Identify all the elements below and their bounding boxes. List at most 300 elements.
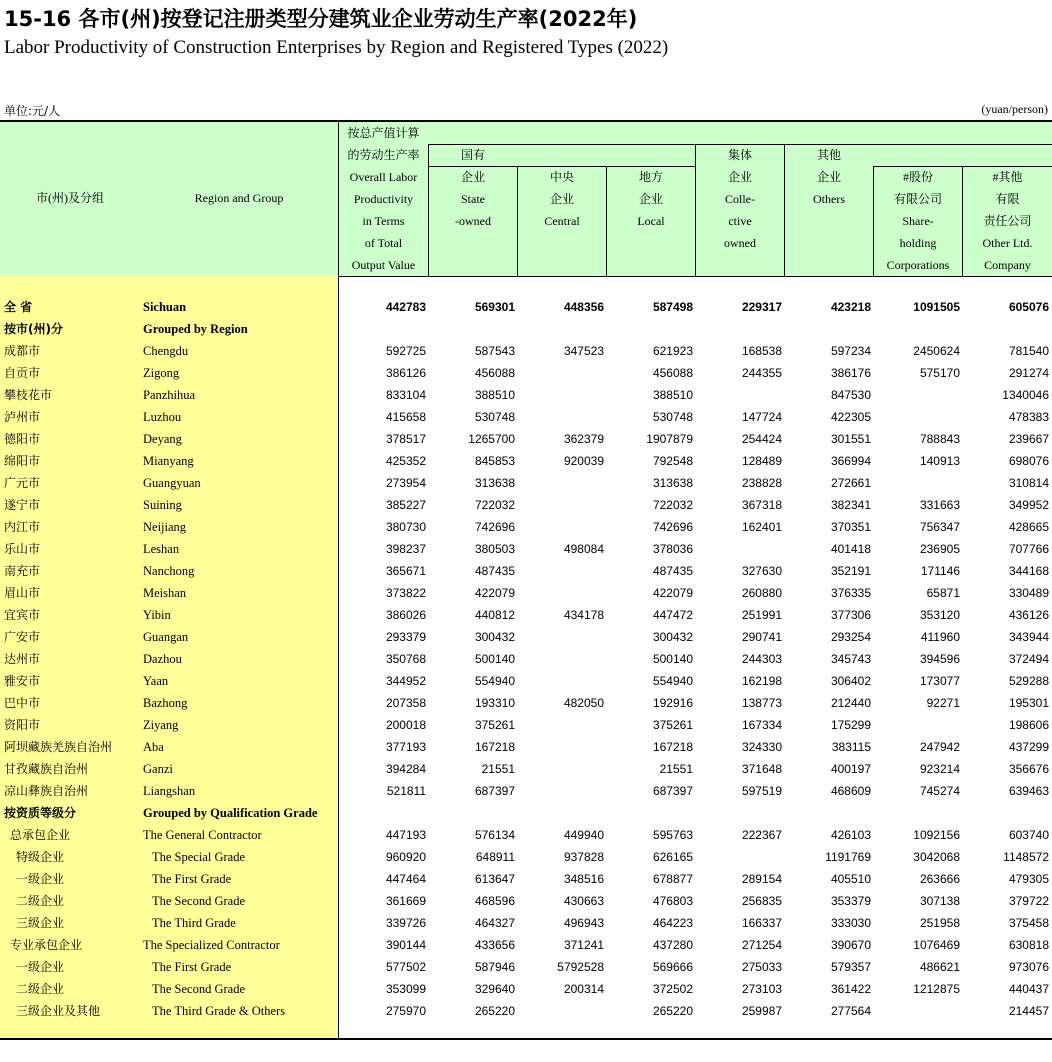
- cell-value: 1907879: [646, 432, 693, 446]
- cell-value: 260880: [741, 586, 782, 600]
- table-row: [0, 538, 1052, 560]
- cell-value: 845853: [474, 454, 515, 468]
- cell-value: 479305: [1008, 872, 1049, 886]
- cell-value: 621923: [652, 344, 693, 358]
- cell-value: 529288: [1008, 674, 1049, 688]
- cell-value: 605076: [1008, 300, 1049, 314]
- cell-value: 371241: [563, 938, 604, 952]
- cell-value: 440437: [1008, 982, 1049, 996]
- header-divider: [784, 144, 785, 276]
- cell-value: 162198: [741, 674, 782, 688]
- cell-value: 5792528: [557, 960, 604, 974]
- cell-value: 678877: [652, 872, 693, 886]
- cell-value: 162401: [741, 520, 782, 534]
- cell-value: 173077: [919, 674, 960, 688]
- cell-value: 349952: [1008, 498, 1049, 512]
- table-row: [0, 340, 1052, 362]
- cell-value: 375261: [474, 718, 515, 732]
- cell-value: 301551: [830, 432, 871, 446]
- cell-value: 377306: [830, 608, 871, 622]
- cell-value: 464223: [652, 916, 693, 930]
- cell-value: 293254: [830, 630, 871, 644]
- row-label-zh: 成都市: [4, 344, 41, 358]
- cell-value: 386176: [830, 366, 871, 380]
- table-row: [0, 626, 1052, 648]
- cell-value: 436126: [1008, 608, 1049, 622]
- cell-value: 348516: [563, 872, 604, 886]
- cell-value: 361422: [830, 982, 871, 996]
- cell-value: 847530: [830, 388, 871, 402]
- cell-value: 923214: [919, 762, 960, 776]
- row-label-zh: 按资质等级分: [4, 806, 77, 820]
- row-label-en: Yaan: [143, 674, 169, 688]
- cell-value: 1212875: [913, 982, 960, 996]
- cell-value: 373822: [385, 586, 426, 600]
- row-label-en: Meishan: [143, 586, 187, 600]
- cell-value: 595763: [652, 828, 693, 842]
- cell-value: 290741: [741, 630, 782, 644]
- row-label-zh: 雅安市: [4, 674, 41, 688]
- header-region-en: Region and Group: [194, 191, 284, 205]
- cell-value: 487435: [474, 564, 515, 578]
- cell-value: 447193: [385, 828, 426, 842]
- cell-value: 271254: [741, 938, 782, 952]
- table-row: [0, 736, 1052, 758]
- cell-value: 575170: [919, 366, 960, 380]
- cell-value: 200314: [563, 982, 604, 996]
- table-row: [0, 362, 1052, 384]
- row-label-zh: 眉山市: [4, 586, 41, 600]
- cell-value: 327630: [741, 564, 782, 578]
- table-row: [0, 714, 1052, 736]
- cell-value: 756347: [919, 520, 960, 534]
- cell-value: 920039: [563, 454, 604, 468]
- cell-value: 422079: [652, 586, 693, 600]
- cell-value: 422305: [830, 410, 871, 424]
- cell-value: 1076469: [913, 938, 960, 952]
- row-label-zh: 甘孜藏族自治州: [4, 762, 89, 776]
- row-label-zh: 三级企业: [16, 916, 65, 930]
- cell-value: 434178: [563, 608, 604, 622]
- header-central: 中央 企业 Central: [544, 170, 580, 228]
- cell-value: 375458: [1008, 916, 1049, 930]
- row-label-en: The Special Grade: [152, 850, 246, 864]
- cell-value: 370351: [830, 520, 871, 534]
- cell-value: 339726: [385, 916, 426, 930]
- cell-value: 273103: [741, 982, 782, 996]
- table-row: [0, 428, 1052, 450]
- row-label-zh: 宜宾市: [4, 608, 41, 622]
- table-body: [0, 296, 1052, 1022]
- cell-value: 65871: [926, 586, 960, 600]
- table-row: [0, 802, 1052, 824]
- cell-value: 361669: [385, 894, 426, 908]
- row-label-en: The Second Grade: [152, 982, 246, 996]
- cell-value: 207358: [385, 696, 426, 710]
- cell-value: 448356: [563, 300, 604, 314]
- cell-value: 687397: [652, 784, 693, 798]
- cell-value: 597519: [741, 784, 782, 798]
- row-label-en: The First Grade: [152, 872, 232, 886]
- cell-value: 273954: [385, 476, 426, 490]
- cell-value: 742696: [474, 520, 515, 534]
- row-label-en: Panzhihua: [143, 388, 196, 402]
- cell-value: 171146: [920, 564, 960, 578]
- cell-value: 442783: [385, 300, 426, 314]
- header-divider: [606, 166, 607, 276]
- cell-value: 147724: [741, 410, 782, 424]
- cell-value: 362379: [563, 432, 604, 446]
- row-label-zh: 三级企业及其他: [16, 1004, 101, 1018]
- cell-value: 372494: [1008, 652, 1049, 666]
- cell-value: 265220: [474, 1004, 515, 1018]
- cell-value: 792548: [652, 454, 693, 468]
- row-label-en: Mianyang: [143, 454, 194, 468]
- cell-value: 140913: [919, 454, 960, 468]
- cell-value: 425352: [385, 454, 426, 468]
- table-row: [0, 692, 1052, 714]
- cell-value: 486621: [919, 960, 960, 974]
- row-label-zh: 内江市: [4, 520, 41, 534]
- header-divider: [428, 144, 429, 276]
- cell-value: 456088: [652, 366, 693, 380]
- cell-value: 960920: [385, 850, 426, 864]
- cell-value: 222367: [741, 828, 782, 842]
- cell-value: 937828: [563, 850, 604, 864]
- table-row: [0, 846, 1052, 868]
- cell-value: 263666: [919, 872, 960, 886]
- cell-value: 310814: [1008, 476, 1049, 490]
- table-row: [0, 890, 1052, 912]
- cell-value: 3042068: [913, 850, 960, 864]
- cell-value: 272661: [830, 476, 871, 490]
- cell-value: 356676: [1008, 762, 1049, 776]
- cell-value: 390670: [830, 938, 871, 952]
- row-label-en: The Third Grade: [152, 916, 236, 930]
- cell-value: 430663: [563, 894, 604, 908]
- table-row: [0, 758, 1052, 780]
- row-label-zh: 按市(州)分: [4, 322, 63, 336]
- table-row: [0, 472, 1052, 494]
- cell-value: 478383: [1008, 410, 1049, 424]
- cell-value: 722032: [474, 498, 515, 512]
- row-label-zh: 乐山市: [4, 542, 41, 556]
- row-label-zh: 全 省: [4, 300, 33, 314]
- cell-value: 343944: [1008, 630, 1049, 644]
- cell-value: 378036: [652, 542, 693, 556]
- cell-value: 1191769: [825, 850, 871, 864]
- cell-value: 380730: [385, 520, 426, 534]
- cell-value: 345743: [830, 652, 871, 666]
- header-overall: 按总产值计算 的劳动生产率 Overall Labor Productivity in Terms of Total Output Value: [347, 126, 420, 272]
- cell-value: 476803: [652, 894, 693, 908]
- cell-value: 2450624: [913, 344, 960, 358]
- cell-value: 265220: [652, 1004, 693, 1018]
- cell-value: 554940: [474, 674, 515, 688]
- row-label-zh: 达州市: [4, 652, 41, 666]
- table-row: [0, 912, 1052, 934]
- table-row: [0, 934, 1052, 956]
- cell-value: 603740: [1008, 828, 1049, 842]
- cell-value: 464327: [474, 916, 515, 930]
- cell-value: 247942: [919, 740, 960, 754]
- bottom-rule: [0, 1038, 1052, 1040]
- cell-value: 379722: [1008, 894, 1049, 908]
- cell-value: 324330: [741, 740, 782, 754]
- row-label-zh: 一级企业: [16, 872, 65, 886]
- table-row: [0, 406, 1052, 428]
- cell-value: 275033: [741, 960, 782, 974]
- cell-value: 385227: [385, 498, 426, 512]
- row-label-en: Neijiang: [143, 520, 187, 534]
- cell-value: 1148572: [1003, 850, 1049, 864]
- page-title-zh: 15-16 各市(州)按登记注册类型分建筑业企业劳动生产率(2022年): [4, 7, 638, 31]
- cell-value: 353099: [385, 982, 426, 996]
- cell-value: 289154: [741, 872, 782, 886]
- cell-value: 388510: [652, 388, 693, 402]
- row-label-en: Dazhou: [143, 652, 182, 666]
- cell-value: 781540: [1008, 344, 1049, 358]
- row-label-zh: 二级企业: [16, 982, 65, 996]
- row-label-zh: 攀枝花市: [4, 388, 53, 402]
- cell-value: 372502: [652, 982, 693, 996]
- row-label-en: Guangan: [143, 630, 189, 644]
- table-row: [0, 604, 1052, 626]
- row-label-en: Chengdu: [143, 344, 189, 358]
- cell-value: 352191: [830, 564, 871, 578]
- row-label-en: Grouped by Region: [143, 322, 248, 336]
- row-label-en: Zigong: [143, 366, 180, 380]
- cell-value: 313638: [652, 476, 693, 490]
- cell-value: 300432: [652, 630, 693, 644]
- row-label-zh: 南充市: [4, 564, 41, 578]
- cell-value: 422079: [474, 586, 515, 600]
- cell-value: 587498: [652, 300, 693, 314]
- header-divider: [873, 166, 874, 276]
- cell-value: 167218: [474, 740, 515, 754]
- cell-value: 1265700: [468, 432, 515, 446]
- cell-value: 259987: [741, 1004, 782, 1018]
- header-local: 地方 企业 Local: [637, 170, 665, 228]
- cell-value: 579357: [830, 960, 871, 974]
- row-label-zh: 凉山彝族自治州: [4, 784, 89, 798]
- cell-value: 530748: [652, 410, 693, 424]
- cell-value: 212440: [830, 696, 871, 710]
- table-row: [0, 450, 1052, 472]
- cell-value: 394596: [919, 652, 960, 666]
- cell-value: 426103: [830, 828, 871, 842]
- cell-value: 378517: [385, 432, 426, 446]
- cell-value: 380503: [474, 542, 515, 556]
- row-label-en: Luzhou: [143, 410, 182, 424]
- cell-value: 277564: [830, 1004, 871, 1018]
- cell-value: 742696: [652, 520, 693, 534]
- header-collective: 集体 企业 Colle- ctive owned: [724, 148, 756, 250]
- cell-value: 456088: [474, 366, 515, 380]
- table-row: [0, 956, 1052, 978]
- row-label-zh: 德阳市: [4, 432, 41, 446]
- cell-value: 468609: [830, 784, 871, 798]
- row-label-en: Ziyang: [143, 718, 179, 732]
- header-divider: [428, 166, 695, 167]
- cell-value: 447472: [652, 608, 693, 622]
- cell-value: 251958: [919, 916, 960, 930]
- cell-value: 437299: [1008, 740, 1049, 754]
- cell-value: 648911: [475, 850, 515, 864]
- cell-value: 788843: [919, 432, 960, 446]
- table-row: [0, 494, 1052, 516]
- cell-value: 367318: [741, 498, 782, 512]
- cell-value: 21551: [659, 762, 693, 776]
- row-label-zh: 绵阳市: [4, 454, 41, 468]
- table-row: [0, 978, 1052, 1000]
- cell-value: 244303: [741, 652, 782, 666]
- row-label-zh: 阿坝藏族羌族自治州: [4, 740, 113, 754]
- cell-value: 487435: [652, 564, 693, 578]
- cell-value: 353379: [830, 894, 871, 908]
- cell-value: 1092156: [913, 828, 960, 842]
- cell-value: 530748: [474, 410, 515, 424]
- cell-value: 687397: [474, 784, 515, 798]
- cell-value: 293379: [385, 630, 426, 644]
- cell-value: 192916: [652, 696, 693, 710]
- cell-value: 587946: [474, 960, 515, 974]
- row-label-zh: 自贡市: [4, 366, 41, 380]
- table-header: [0, 120, 1052, 277]
- cell-value: 256835: [741, 894, 782, 908]
- header-region-zh: 市(州)及分组: [36, 191, 104, 205]
- cell-value: 440812: [474, 608, 515, 622]
- row-label-en: Yibin: [143, 608, 171, 622]
- table-row: [0, 648, 1052, 670]
- cell-value: 371648: [741, 762, 782, 776]
- cell-value: 128489: [741, 454, 782, 468]
- cell-value: 300432: [474, 630, 515, 644]
- cell-value: 415658: [385, 410, 426, 424]
- cell-value: 496943: [563, 916, 604, 930]
- header-state: 国有 企业 State -owned: [455, 148, 491, 228]
- cell-value: 707766: [1008, 542, 1049, 556]
- cell-value: 411960: [920, 630, 960, 644]
- cell-value: 521811: [386, 784, 426, 798]
- cell-value: 344168: [1008, 564, 1049, 578]
- row-label-zh: 二级企业: [16, 894, 65, 908]
- row-label-en: Ganzi: [143, 762, 173, 776]
- unit-label-en: (yuan/person): [981, 102, 1048, 116]
- cell-value: 239667: [1008, 432, 1049, 446]
- cell-value: 254424: [741, 432, 782, 446]
- cell-value: 313638: [474, 476, 515, 490]
- row-label-zh: 遂宁市: [4, 498, 41, 512]
- table-row: [0, 1000, 1052, 1022]
- row-label-en: Nanchong: [143, 564, 195, 578]
- cell-value: 587543: [474, 344, 515, 358]
- unit-label-zh: 单位:元/人: [4, 104, 61, 118]
- cell-value: 175299: [830, 718, 871, 732]
- table-row: [0, 318, 1052, 340]
- page-title-en: Labor Productivity of Construction Enterprises by Region and Registered Types (2022): [4, 37, 669, 58]
- header-divider: [695, 144, 696, 276]
- row-label-en: The General Contractor: [143, 828, 262, 842]
- cell-value: 833104: [385, 388, 426, 402]
- cell-value: 214457: [1008, 1004, 1049, 1018]
- cell-value: 500140: [652, 652, 693, 666]
- row-label-zh: 专业承包企业: [10, 938, 83, 952]
- cell-value: 569666: [652, 960, 693, 974]
- cell-value: 592725: [385, 344, 426, 358]
- cell-value: 388510: [474, 388, 515, 402]
- cell-value: 366994: [830, 454, 871, 468]
- cell-value: 468596: [474, 894, 515, 908]
- table-row: [0, 516, 1052, 538]
- cell-value: 200018: [385, 718, 426, 732]
- cell-value: 195301: [1008, 696, 1049, 710]
- header-divider: [338, 122, 339, 276]
- cell-value: 244355: [741, 366, 782, 380]
- cell-value: 21551: [481, 762, 515, 776]
- cell-value: 639463: [1008, 784, 1049, 798]
- row-label-en: Deyang: [143, 432, 182, 446]
- cell-value: 498084: [563, 542, 604, 556]
- cell-value: 353120: [919, 608, 960, 622]
- cell-value: 251991: [741, 608, 782, 622]
- cell-value: 333030: [830, 916, 871, 930]
- cell-value: 331663: [919, 498, 960, 512]
- cell-value: 198606: [1008, 718, 1049, 732]
- row-label-en: The Third Grade & Others: [152, 1004, 286, 1018]
- cell-value: 630818: [1008, 938, 1049, 952]
- cell-value: 597234: [830, 344, 871, 358]
- row-label-en: The Second Grade: [152, 894, 246, 908]
- cell-value: 394284: [385, 762, 426, 776]
- table-row: [0, 780, 1052, 802]
- table-row: [0, 296, 1052, 318]
- cell-value: 626165: [652, 850, 693, 864]
- row-label-en: Bazhong: [143, 696, 188, 710]
- row-label-zh: 广安市: [4, 630, 41, 644]
- cell-value: 138773: [741, 696, 782, 710]
- cell-value: 166337: [741, 916, 782, 930]
- cell-value: 973076: [1008, 960, 1049, 974]
- cell-value: 1091505: [913, 300, 960, 314]
- row-label-zh: 巴中市: [4, 696, 41, 710]
- cell-value: 437280: [652, 938, 693, 952]
- cell-value: 382341: [830, 498, 871, 512]
- cell-value: 401418: [830, 542, 871, 556]
- cell-value: 350768: [385, 652, 426, 666]
- cell-value: 386126: [385, 366, 426, 380]
- cell-value: 330489: [1008, 586, 1049, 600]
- row-label-en: Grouped by Qualification Grade: [143, 806, 318, 820]
- cell-value: 193310: [474, 696, 515, 710]
- row-label-en: Guangyuan: [143, 476, 201, 490]
- cell-value: 229317: [741, 300, 782, 314]
- cell-value: 398237: [385, 542, 426, 556]
- header-other-ltd: #其他 有限 责任公司 Other Ltd. Company: [982, 170, 1033, 272]
- cell-value: 613647: [474, 872, 515, 886]
- cell-value: 307138: [919, 894, 960, 908]
- row-label-en: Sichuan: [143, 300, 187, 314]
- row-label-zh: 泸州市: [4, 410, 41, 424]
- row-label-zh: 资阳市: [4, 718, 41, 732]
- row-label-en: The Specialized Contractor: [143, 938, 280, 952]
- cell-value: 275970: [385, 1004, 426, 1018]
- cell-value: 92271: [926, 696, 960, 710]
- row-label-en: Leshan: [143, 542, 180, 556]
- row-label-en: Suining: [143, 498, 182, 512]
- row-label-zh: 特级企业: [16, 850, 65, 864]
- cell-value: 745274: [919, 784, 960, 798]
